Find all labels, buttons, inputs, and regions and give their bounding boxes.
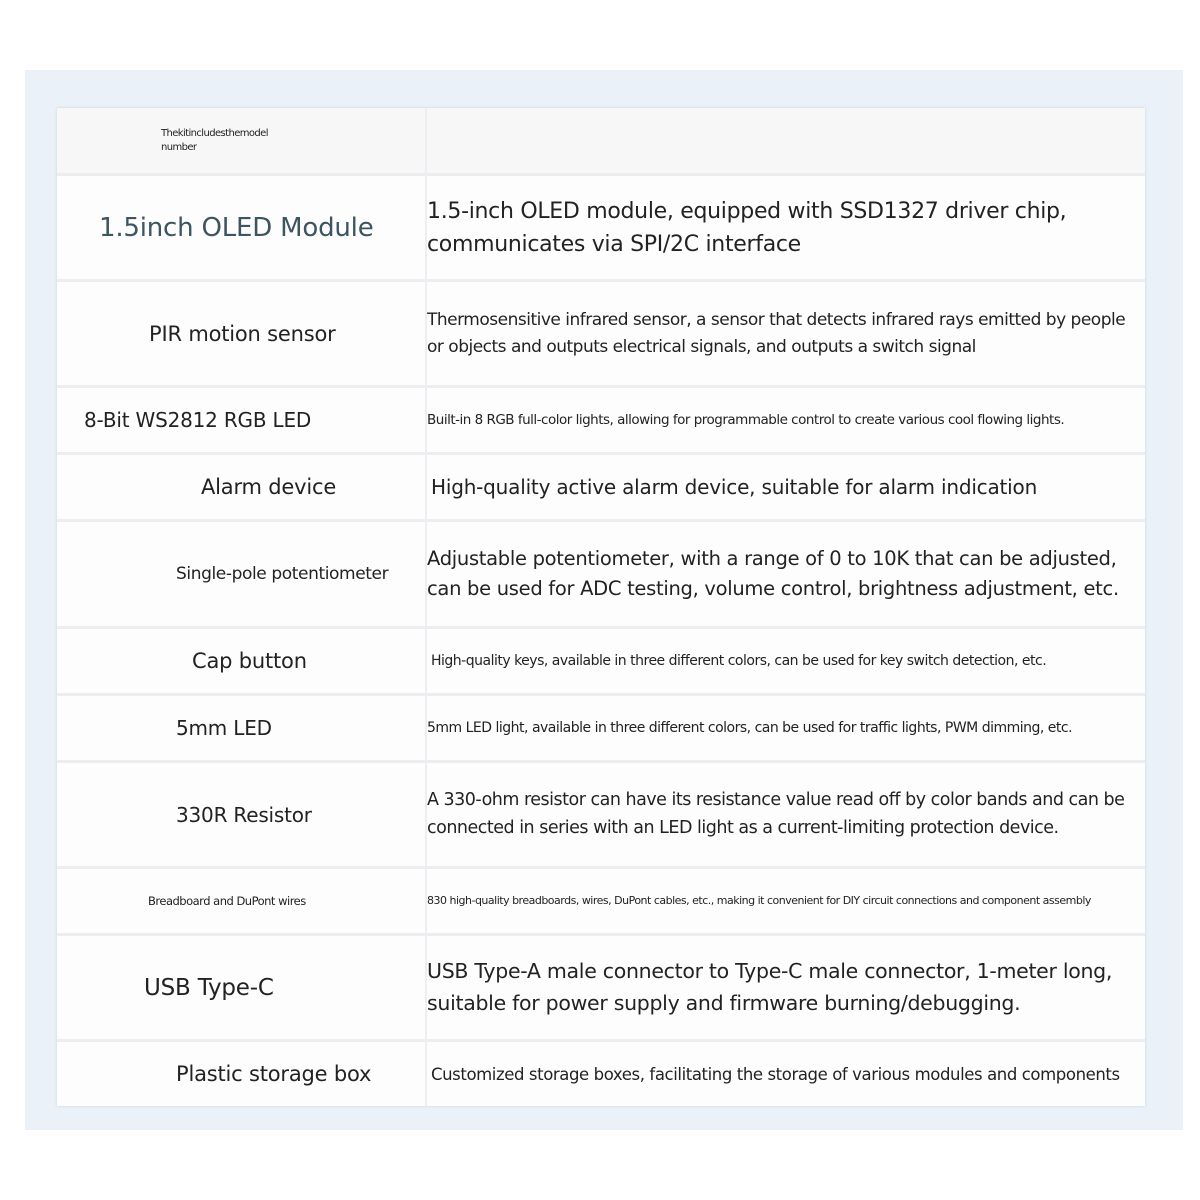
component-description: Built-in 8 RGB full-color lights, allowing for programmable control to create various cool flowing lights.: [427, 412, 1065, 428]
header-label: Thekitincludesthemodel number: [161, 127, 268, 153]
table-row: [57, 629, 1145, 696]
component-name: PIR motion sensor: [149, 321, 336, 346]
component-description: 1.5-inch OLED module, equipped with SSD1327 driver chip, communicates via SPI/2C interface: [427, 198, 1067, 257]
component-name-cell: [57, 282, 427, 385]
component-name-cell: [57, 1042, 427, 1106]
component-description-cell: [427, 388, 1145, 452]
component-name-cell: [57, 936, 427, 1039]
table-row: [57, 763, 1145, 869]
table-header-row: [57, 108, 1145, 176]
table-row: [57, 522, 1145, 629]
component-name: 5mm LED: [176, 716, 272, 740]
table-row: [57, 869, 1145, 936]
component-description: A 330-ohm resistor can have its resistance value read off by color bands and can be connected in series with an LED light as a current-limiting protection device.: [427, 790, 1125, 838]
component-description: High-quality keys, available in three different colors, can be used for key switch detection, etc.: [431, 653, 1047, 669]
header-label-cell: [57, 108, 427, 173]
component-name-cell: [57, 522, 427, 626]
component-description: USB Type-A male connector to Type-C male connector, 1-meter long, suitable for power supply and firmware burning/debugging.: [427, 958, 1113, 1015]
component-name-cell: [57, 696, 427, 760]
component-name-cell: [57, 869, 427, 933]
component-name-cell: [57, 763, 427, 866]
component-name-cell: [57, 388, 427, 452]
component-name: 330R Resistor: [176, 802, 312, 827]
component-name: Breadboard and DuPont wires: [148, 894, 306, 908]
component-description-cell: [427, 282, 1145, 385]
component-name-cell: [57, 455, 427, 519]
component-description: 830 high-quality breadboards, wires, DuPont cables, etc., making it convenient for DIY circuit connections and component assembly: [427, 894, 1091, 908]
component-description-cell: [427, 176, 1145, 279]
component-description: Customized storage boxes, facilitating the storage of various modules and components: [431, 1064, 1120, 1084]
kit-contents-table: [57, 108, 1145, 1106]
table-row: [57, 1042, 1145, 1106]
table-row: [57, 455, 1145, 522]
component-description-cell: [427, 763, 1145, 866]
component-description: Thermosensitive infrared sensor, a sensor that detects infrared rays emitted by people or objects and outputs electrical signals, and outputs a switch signal: [427, 310, 1126, 357]
component-description-cell: [427, 455, 1145, 519]
component-name-cell: [57, 176, 427, 279]
component-name-cell: [57, 629, 427, 693]
component-description-cell: [427, 696, 1145, 760]
header-description-cell: [427, 108, 1145, 173]
component-name: Single-pole potentiometer: [176, 564, 389, 584]
column-divider: [425, 108, 427, 1106]
component-description: High-quality active alarm device, suitable for alarm indication: [431, 475, 1038, 499]
component-name: USB Type-C: [144, 974, 274, 1001]
component-description-cell: [427, 629, 1145, 693]
table-row: [57, 936, 1145, 1042]
component-description-cell: [427, 869, 1145, 933]
table-row: [57, 696, 1145, 763]
table-row: [57, 176, 1145, 282]
component-description-cell: [427, 522, 1145, 626]
component-name: Cap button: [192, 649, 307, 673]
component-name: Alarm device: [201, 475, 337, 499]
component-description-cell: [427, 1042, 1145, 1106]
component-name: 1.5inch OLED Module: [99, 212, 374, 243]
component-description: Adjustable potentiometer, with a range of 0 to 10K that can be adjusted, can be used for ADC testing, volume control, brightness adjustment, etc.: [427, 546, 1119, 600]
component-name: Plastic storage box: [176, 1062, 372, 1086]
component-description: 5mm LED light, available in three different colors, can be used for traffic lights, PWM dimming, etc.: [427, 720, 1073, 736]
component-name: 8-Bit WS2812 RGB LED: [84, 408, 312, 432]
table-row: [57, 282, 1145, 388]
component-description-cell: [427, 936, 1145, 1039]
table-row: [57, 388, 1145, 455]
